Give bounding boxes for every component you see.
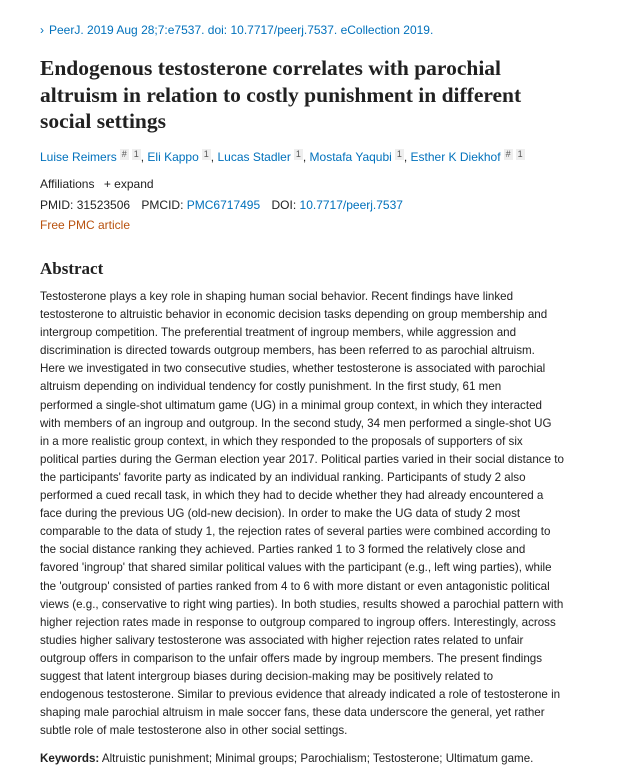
affiliations xyxy=(40,177,154,191)
abstract-line: endogenous testosterone. Similar to previous evidence that already indicated a role of testosterone in xyxy=(40,688,561,702)
abstract-line: views (e.g., conservative to right wing parties). In both studies, results showed a parochial pattern with xyxy=(40,597,564,611)
pmid-value: 31523506 xyxy=(76,198,131,212)
abstract-line: higher rejection rates made in response to outgroup compared to ingroup offers. Interestingly, across xyxy=(40,615,556,629)
chevron-right-icon: › xyxy=(40,23,44,37)
abstract-line: Testosterone plays a key role in shaping human social behavior. Recent findings have linked xyxy=(40,290,514,303)
abstract-text xyxy=(40,288,564,740)
abstract-line: favored 'ingroup' that shared similar political values with the participant (e.g., left wing parties), while xyxy=(40,561,552,575)
abstract-line: in a more realistic group context, in which they responded to the proposals of supporters of six xyxy=(40,434,523,448)
affiliation-mark[interactable]: 1 xyxy=(396,149,402,159)
pmcid-link[interactable]: PMC6717495 xyxy=(186,198,261,212)
separator: , xyxy=(140,150,148,164)
author-link[interactable]: Eli Kappo xyxy=(147,150,199,164)
abstract-line: studies higher salivary testosterone was associated with higher rejection rates related to unfair xyxy=(40,633,524,647)
affiliation-mark[interactable]: 1 xyxy=(203,149,209,159)
abstract-line: performed a cued recall task, in which they had to decide whether they had already encountered a xyxy=(40,489,544,503)
affiliation-mark[interactable]: 1 xyxy=(517,149,523,159)
keywords-text: Altruistic punishment; Minimal groups; Parochialism; Testosterone; Ultimatum game. xyxy=(101,752,534,765)
pmcid-label: PMCID: xyxy=(141,198,184,212)
equal-contribution-mark[interactable]: # xyxy=(505,149,511,159)
title-line: social settings xyxy=(40,109,167,133)
title-line: altruism in relation to costly punishment in different xyxy=(40,82,522,107)
abstract-line: performed a single-shot ultimatum game (UG) in a minimal group context, in which they interacted xyxy=(40,398,542,412)
abstract-line: testosterone to altruistic behavior in economic decision tasks depending on group membership and xyxy=(40,308,548,322)
abstract-line: altruism depending on individual tendency for costly punishment. In the first study, 61 men xyxy=(40,380,502,394)
author-link[interactable]: Luise Reimers xyxy=(40,150,117,164)
separator: , xyxy=(302,150,310,164)
author-list xyxy=(40,149,525,164)
doi-label: DOI: xyxy=(271,198,297,212)
abstract-line: subtle role of male testosterone also in other social settings. xyxy=(40,724,348,738)
abstract-line: comparable to the data of study 1, the rejection rates of several parties were combined according to xyxy=(40,525,551,539)
expand-affiliations-button[interactable]: + expand xyxy=(103,177,154,191)
abstract-heading: Abstract xyxy=(40,259,104,278)
citation-text: PeerJ. 2019 Aug 28;7:e7537. doi: 10.7717/peerj.7537. eCollection 2019. xyxy=(49,23,434,37)
abstract-line: Here we investigated in two consecutive studies, whether testosterone is associated with parochial xyxy=(40,362,546,376)
citation-link[interactable] xyxy=(40,23,433,37)
affiliation-mark[interactable]: 1 xyxy=(295,149,301,159)
abstract-line: political parties during the German election year 2017. Political parties varied in their social distance to xyxy=(40,452,564,466)
affiliation-mark[interactable]: 1 xyxy=(133,149,139,159)
author-link[interactable]: Lucas Stadler xyxy=(217,150,291,164)
abstract-line: outgroup offers in comparison to the unfair offers made by ingroup members. The present findings xyxy=(40,651,543,665)
affiliations-label: Affiliations xyxy=(40,177,95,191)
abstract-line: with members of an ingroup and outgroup. In the second study, 34 men performed a single-shot UG xyxy=(40,416,552,430)
abstract-line: the social distance ranking they achieved. Parties ranked 1 to 3 formed the relatively close and xyxy=(40,543,526,557)
title-line: Endogenous testosterone correlates with parochial xyxy=(40,56,502,80)
author-link[interactable]: Mostafa Yaqubi xyxy=(309,150,392,164)
separator: , xyxy=(403,150,411,164)
abstract-line: the participants' favorite party as indicated by an individual ranking. Participants of study 2 also xyxy=(40,470,526,484)
abstract-line: intergroup competition. The preferential treatment of ingroup members, while aggression and xyxy=(40,326,517,340)
abstract-line: shaping male parochial altruism in male soccer fans, these data underscore the general, yet rather xyxy=(40,706,545,720)
abstract-line: suggest that latent intergroup biases during decision-making may be positively related to xyxy=(40,669,494,683)
author-link[interactable]: Esther K Diekhof xyxy=(410,150,501,164)
abstract-line: face during the previous UG (old-new decision). In order to make the UG data of study 2 most xyxy=(40,507,521,521)
abstract-line: discrimination is directed towards outgroup members, has been referred to as parochial altruism. xyxy=(40,344,535,358)
doi-link[interactable]: 10.7717/peerj.7537 xyxy=(299,198,403,212)
identifiers xyxy=(40,198,403,212)
equal-contribution-mark[interactable]: # xyxy=(121,149,127,159)
keywords-label: Keywords: xyxy=(40,752,100,765)
separator: , xyxy=(210,150,218,164)
abstract-line: the 'outgroup' consisted of parties ranked from 4 to 6 with more distant or even antagonistic political xyxy=(40,579,550,593)
pmid-label: PMID: xyxy=(40,198,74,212)
keywords xyxy=(40,751,533,767)
free-pmc-article-badge: Free PMC article xyxy=(40,218,131,232)
article-title xyxy=(40,55,521,135)
